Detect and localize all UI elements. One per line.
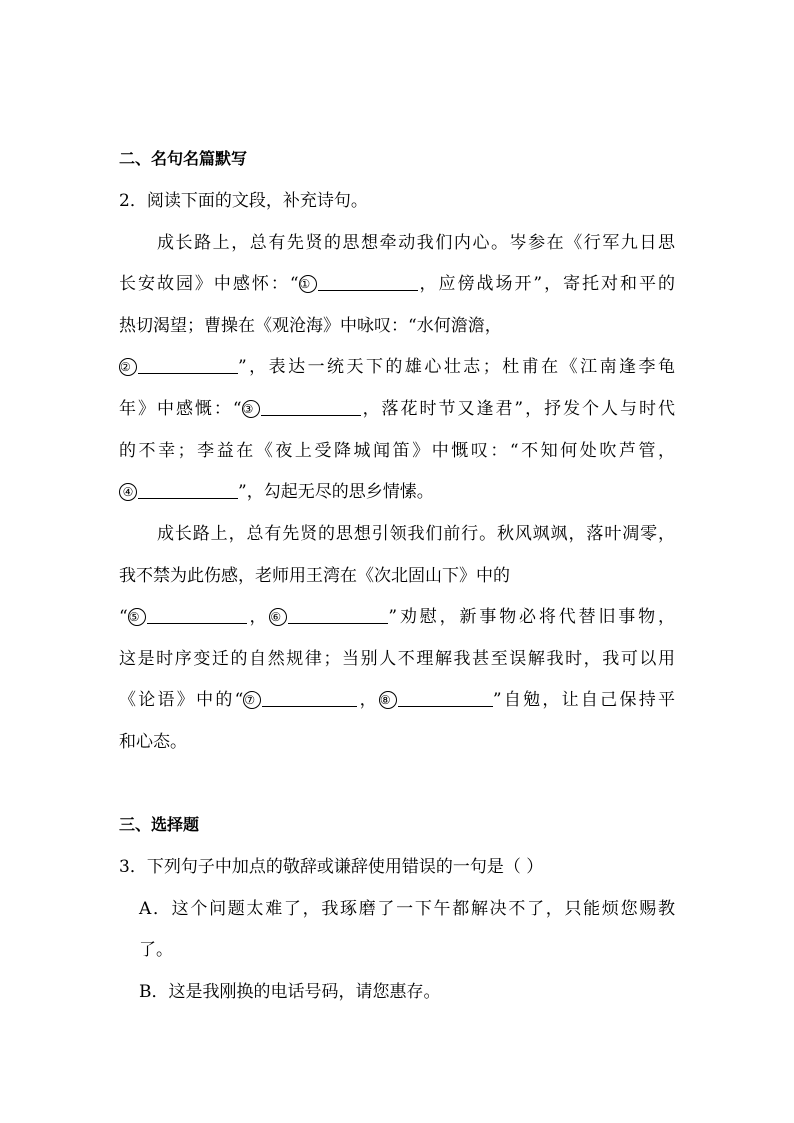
text-segment: ， (246, 607, 270, 627)
q2-p1-line2 (119, 272, 675, 296)
option-a-line2: 了。 (139, 940, 173, 960)
text-segment: “ (119, 607, 128, 627)
blank-4[interactable] (138, 481, 238, 499)
q2-p2-line1: 成长路上，总有先贤的思想引领我们前行。秋风飒飒，落叶凋零， (157, 524, 675, 544)
q2-p2-line4: 这是时序变迁的自然规律；当别人不理解我甚至误解我时，我可以用 (119, 649, 675, 669)
q2-p1-line7 (119, 480, 434, 504)
text-segment: ，落花时节又逢君”，抒发个人与时代 (360, 399, 675, 419)
blank-3[interactable] (261, 398, 361, 416)
circled-number-5: ⑤ (128, 608, 146, 626)
circled-number-2: ② (119, 358, 137, 376)
circled-number-8: ⑧ (379, 691, 397, 709)
q2-p2-line2: 我不禁为此伤感，老师用王湾在《次北固山下》中的 (119, 566, 510, 586)
text-segment: 《论语》中的“ (119, 690, 244, 710)
option-a-line1[interactable]: A．这个问题太难了，我琢磨了一下午都解决不了，只能烦您赐教 (139, 899, 675, 919)
option-b[interactable]: B．这是我刚换的电话号码，请您惠存。 (139, 982, 441, 1002)
text-segment: ”，表达一统天下的雄心壮志；杜甫在《江南逢李龟 (238, 357, 675, 377)
text-segment: ，应傍战场开”，寄托对和平的 (417, 274, 675, 294)
question-3-stem: 3．下列句子中加点的敬辞或谦辞使用错误的一句是（ ） (119, 857, 544, 877)
q2-p2-line5 (119, 688, 675, 712)
blank-6[interactable] (288, 606, 388, 624)
q2-p2-line6: 和心态。 (119, 732, 187, 752)
circled-number-4: ④ (119, 483, 137, 501)
text-segment: ”劝慰，新事物必将代替旧事物， (388, 607, 675, 627)
blank-5[interactable] (147, 606, 247, 624)
q2-p1-line5 (119, 397, 675, 421)
circled-number-7: ⑦ (243, 691, 261, 709)
text-segment: ”，勾起无尽的思乡情愫。 (238, 482, 434, 502)
text-segment: ”自勉，让自己保持平 (492, 690, 675, 710)
question-2-stem: 2．阅读下面的文段，补充诗句。 (119, 191, 368, 211)
circled-number-3: ③ (242, 400, 260, 418)
circled-number-6: ⑥ (269, 608, 287, 626)
section-2-heading: 二、名句名篇默写 (119, 149, 248, 168)
q2-p2-line3 (119, 605, 675, 629)
circled-number-1: ① (299, 275, 317, 293)
blank-8[interactable] (398, 689, 493, 707)
q2-p1-line4 (119, 355, 675, 379)
text-segment: ， (357, 690, 379, 710)
text-segment: 年》中感慨：“ (119, 399, 242, 419)
text-segment: 长安故园》中感怀：“ (119, 274, 299, 294)
blank-7[interactable] (262, 689, 357, 707)
blank-1[interactable] (318, 273, 418, 291)
q2-p1-line6: 的不幸；李益在《夜上受降城闻笛》中慨叹：“不知何处吹芦管， (119, 441, 675, 461)
blank-2[interactable] (138, 356, 238, 374)
q2-p1-line3: 热切渴望；曹操在《观沧海》中咏叹：“水何澹澹， (119, 316, 502, 336)
q2-p1-line1: 成长路上，总有先贤的思想牵动我们内心。岑参在《行军九日思 (157, 233, 675, 253)
section-3-heading: 三、选择题 (119, 815, 200, 834)
